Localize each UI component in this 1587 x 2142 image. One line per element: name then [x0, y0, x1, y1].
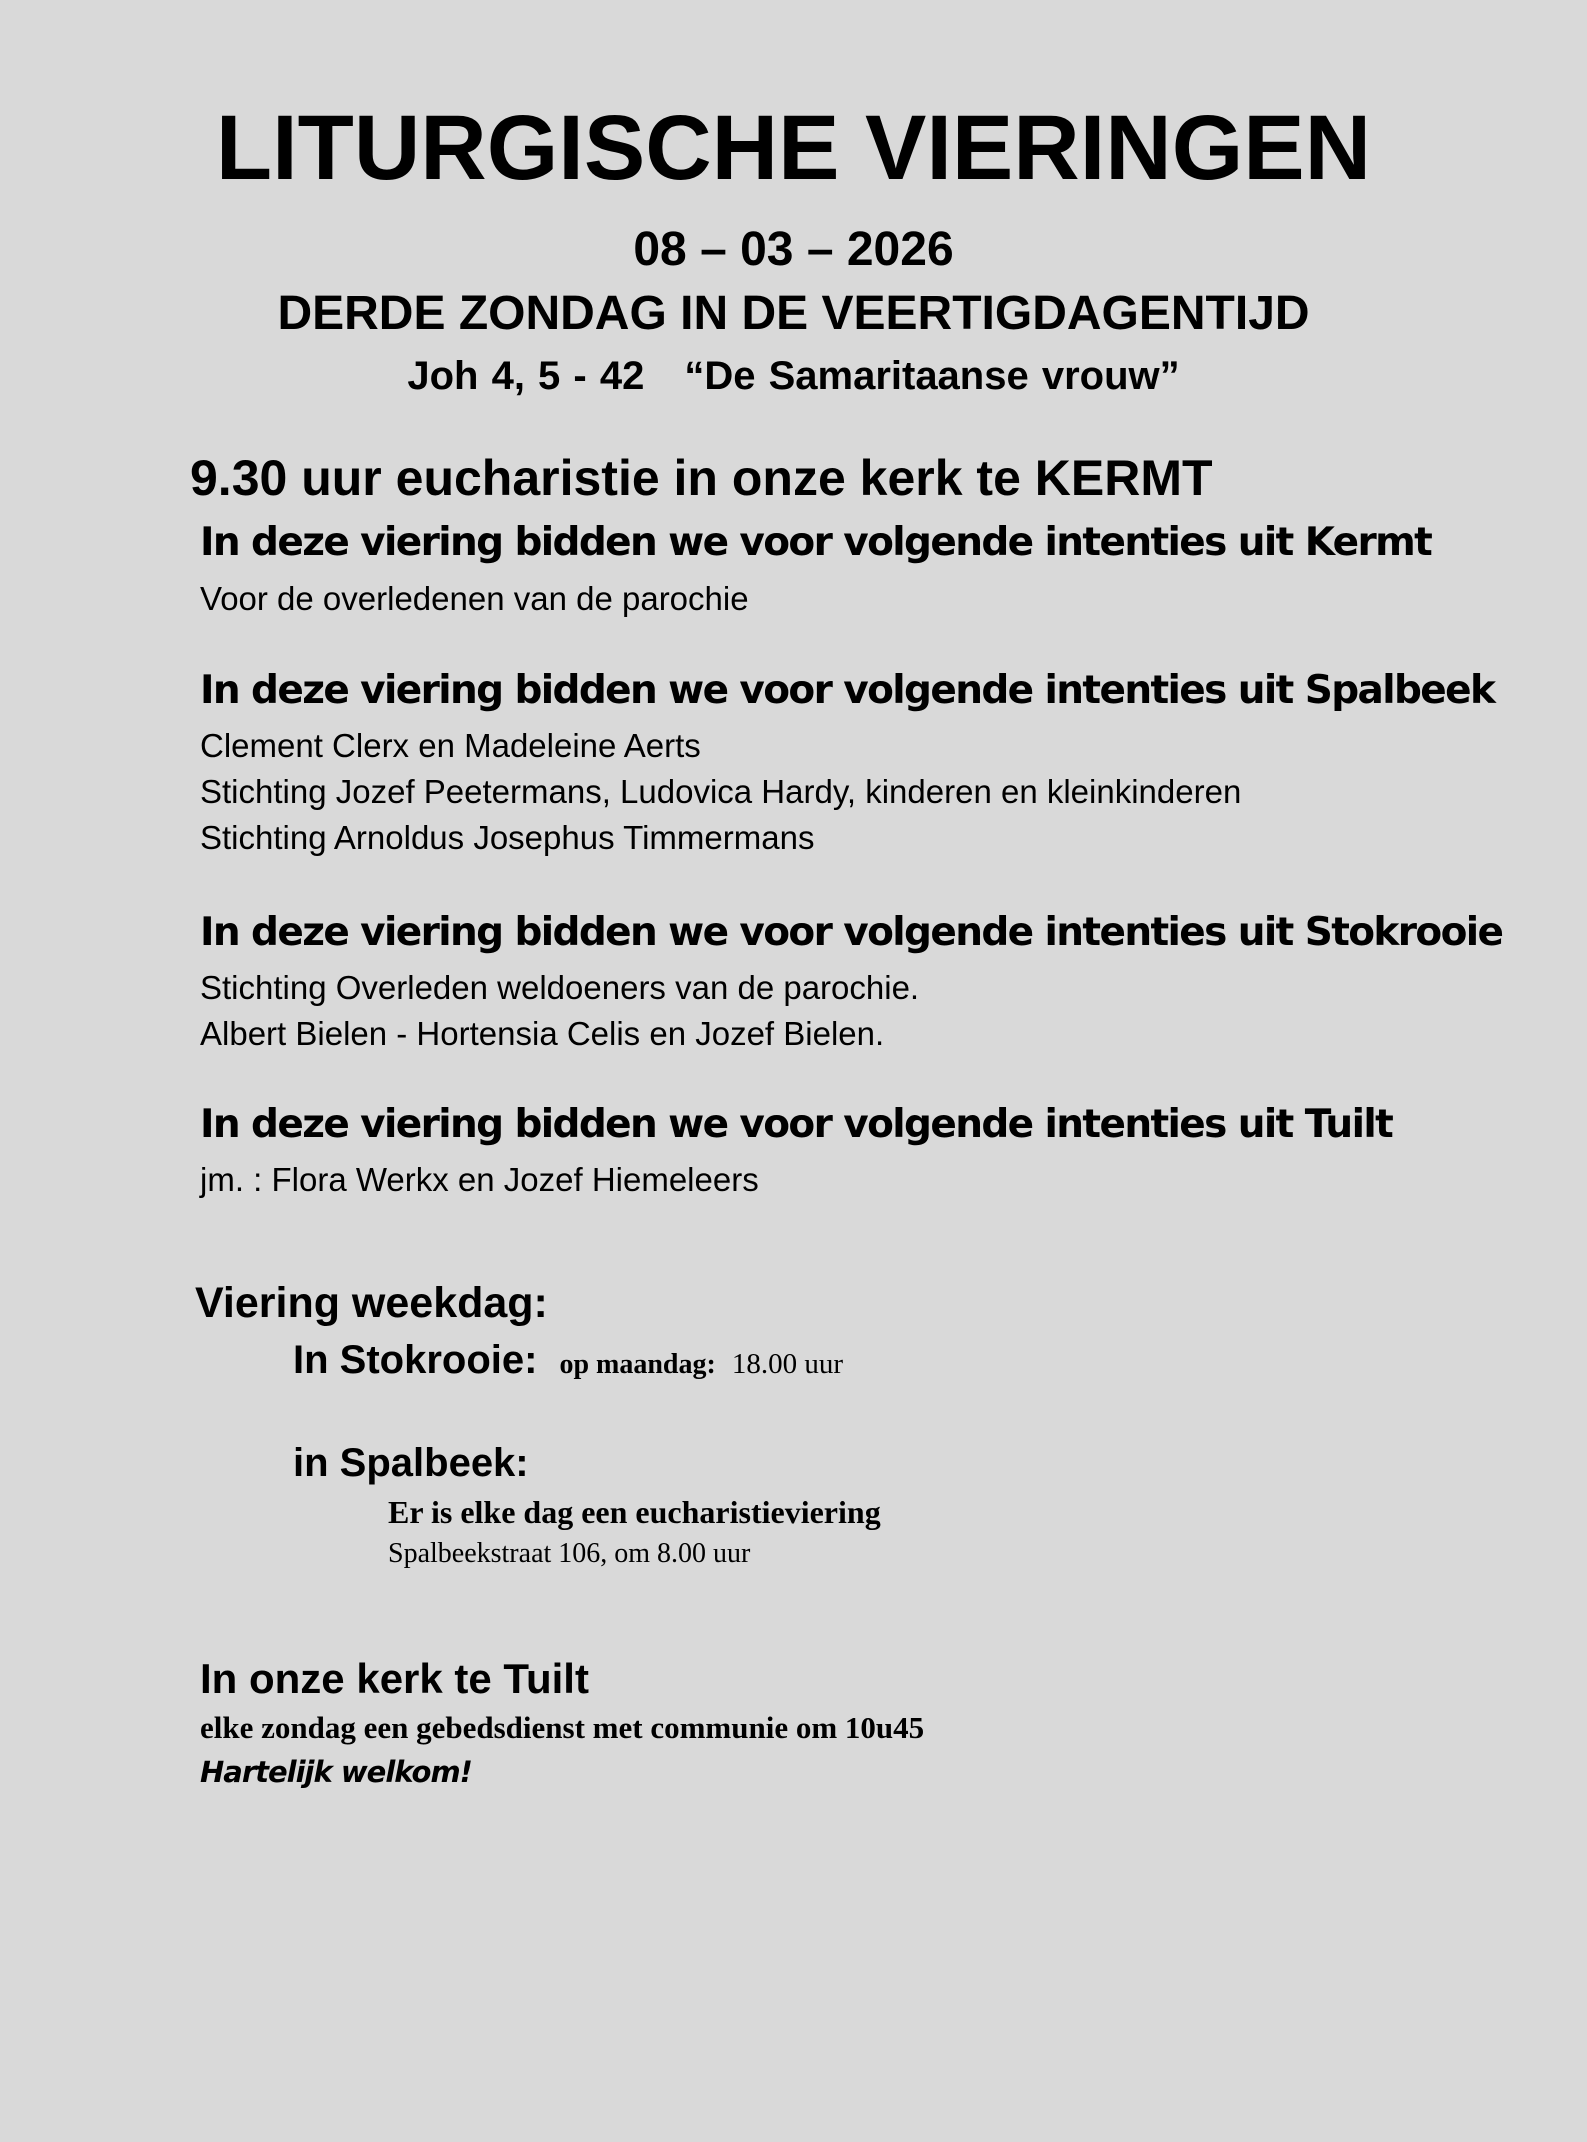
intentions-heading-kermt: In deze viering bidden we voor volgende intenties uit Kermt [200, 520, 1432, 565]
intentions-heading-stokrooie: In deze viering bidden we voor volgende intenties uit Stokrooie [200, 910, 1503, 955]
reading-title: “De Samaritaanse vrouw” [684, 354, 1180, 398]
page-title: LITURGISCHE VIERINGEN [215, 97, 1372, 199]
spalbeek-address-time: Spalbeekstraat 106, om 8.00 uur [388, 1538, 751, 1569]
mass-heading: 9.30 uur eucharistie in onze kerk te KERMT [190, 450, 1213, 506]
reading-reference: Joh 4, 5 - 42 [407, 354, 645, 398]
intention-line: Voor de overledenen van de parochie [200, 580, 749, 617]
weekday-place-spalbeek: in Spalbeek: [293, 1441, 529, 1485]
intention-line: Stichting Jozef Peetermans, Ludovica Hardy, kinderen en kleinkinderen [200, 773, 1242, 810]
intentions-heading-tuilt: In deze viering bidden we voor volgende intenties uit Tuilt [200, 1102, 1393, 1147]
intention-line: Stichting Arnoldus Josephus Timmermans [200, 819, 815, 856]
intention-line: Clement Clerx en Madeleine Aerts [200, 727, 701, 764]
tuilt-service: elke zondag een gebedsdienst met communie om 10u45 [200, 1710, 925, 1745]
intention-line: jm. : Flora Werkx en Jozef Hiemeleers [200, 1161, 759, 1198]
weekday-day: op maandag: [559, 1349, 716, 1380]
welcome-text: Hartelijk welkom! [200, 1755, 472, 1789]
intentions-heading-spalbeek: In deze viering bidden we voor volgende intenties uit Spalbeek [200, 668, 1495, 713]
gospel-reading [0, 356, 1587, 396]
liturgical-sunday: DERDE ZONDAG IN DE VEERTIGDAGENTIJD [277, 287, 1310, 340]
tuilt-heading: In onze kerk te Tuilt [200, 1655, 589, 1702]
intention-line: Stichting Overleden weldoeners van de parochie. [200, 969, 920, 1006]
weekday-heading: Viering weekdag: [195, 1279, 548, 1327]
celebration-date: 08 – 03 – 2026 [633, 223, 954, 276]
spalbeek-daily-mass: Er is elke dag een eucharistieviering [388, 1494, 881, 1530]
intention-line: Albert Bielen - Hortensia Celis en Jozef Bielen. [200, 1015, 885, 1052]
weekday-place-stokrooie: In Stokrooie: [293, 1338, 538, 1382]
weekday-time: 18.00 uur [731, 1348, 843, 1380]
weekday-stokrooie [293, 1340, 843, 1380]
